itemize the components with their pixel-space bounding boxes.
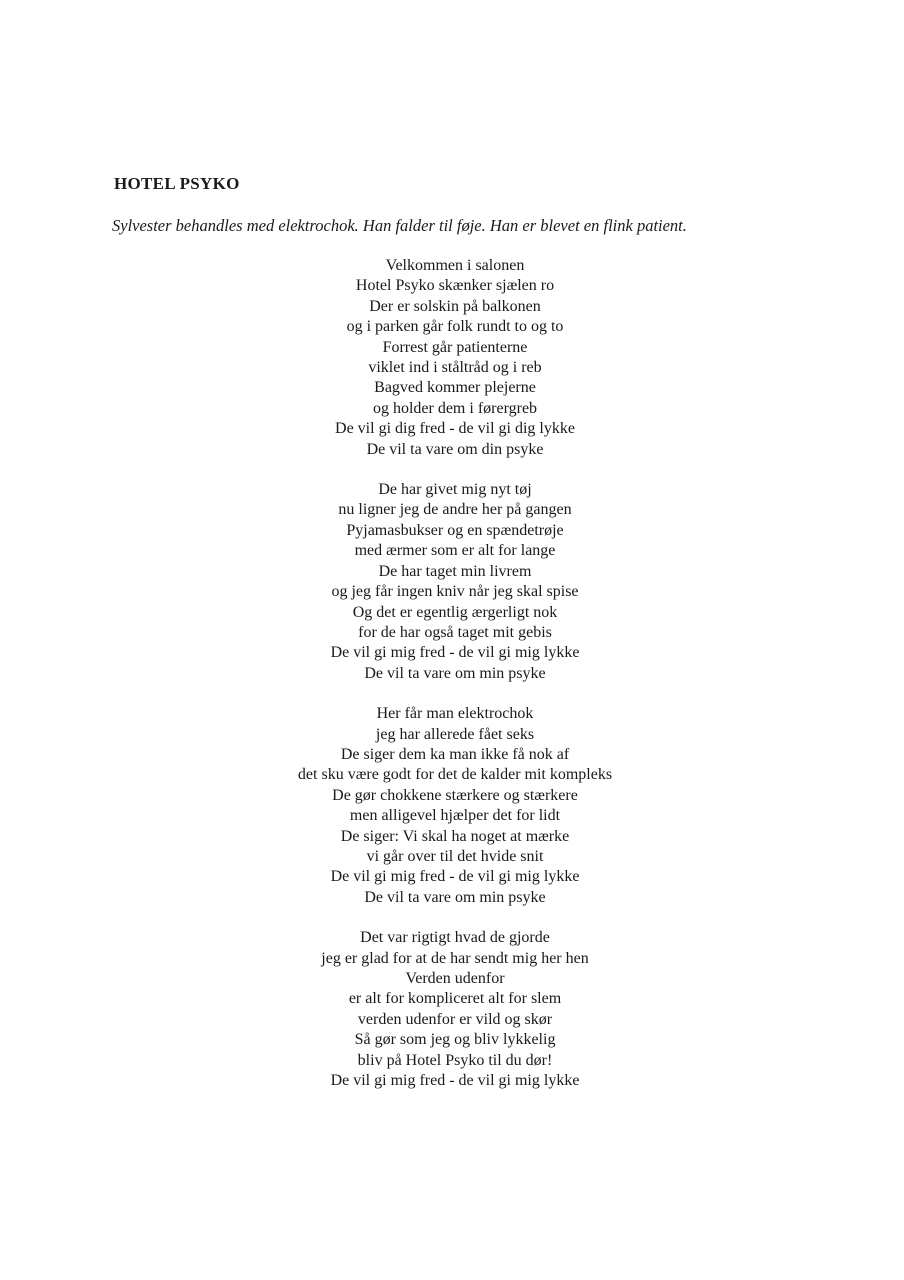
poem-stanza bbox=[190, 928, 720, 1091]
poem-line: Her får man elektrochok bbox=[376, 705, 534, 723]
poem-line: Det var rigtigt hvad de gjorde bbox=[360, 929, 550, 947]
poem-line: De siger: Vi skal ha noget at mærke bbox=[340, 827, 570, 845]
poem-line: De vil gi mig fred - de vil gi mig lykke bbox=[330, 1072, 580, 1090]
poem-line: Bagved kommer plejerne bbox=[374, 379, 536, 397]
poem-line: er alt for kompliceret alt for slem bbox=[348, 990, 562, 1008]
poem-line: Velkommen i salonen bbox=[385, 257, 525, 274]
poem-line: Så gør som jeg og bliv lykkelig bbox=[354, 1031, 556, 1049]
poem-line: nu ligner jeg de andre her på gangen bbox=[338, 501, 572, 519]
poem-line: Hotel Psyko skænker sjælen ro bbox=[355, 277, 555, 295]
poem-body bbox=[190, 256, 720, 1111]
poem-line: De vil ta vare om din psyke bbox=[366, 440, 544, 458]
poem-line: og holder dem i førergreb bbox=[372, 399, 538, 417]
poem-line: viklet ind i ståltråd og i reb bbox=[368, 359, 542, 377]
poem-line: De vil gi dig fred - de vil gi dig lykke bbox=[335, 420, 575, 438]
poem-line: Der er solskin på balkonen bbox=[369, 297, 541, 315]
poem-line: De har taget min livrem bbox=[378, 562, 532, 580]
poem-stanza bbox=[190, 704, 720, 908]
poem-stanza bbox=[190, 256, 720, 460]
poem-line: De vil ta vare om min psyke bbox=[364, 664, 546, 682]
poem-line: det sku være godt for det de kalder mit kompleks bbox=[297, 766, 613, 784]
poem-line: verden udenfor er vild og skør bbox=[357, 1010, 553, 1028]
poem-line: jeg er glad for at de har sendt mig her hen bbox=[321, 949, 589, 967]
poem-stanza bbox=[190, 480, 720, 684]
poem-line: Og det er egentlig ærgerligt nok bbox=[352, 603, 558, 621]
poem-line: jeg har allerede fået seks bbox=[375, 725, 535, 743]
poem-line: De vil ta vare om min psyke bbox=[364, 888, 546, 906]
poem-line: med ærmer som er alt for lange bbox=[354, 542, 556, 560]
document-subtitle: Sylvester behandles med elektrochok. Han falder til føje. Han er blevet en flink patient. bbox=[112, 216, 687, 235]
poem-line: De siger dem ka man ikke få nok af bbox=[340, 745, 570, 763]
poem-line: De vil gi mig fred - de vil gi mig lykke bbox=[330, 644, 580, 662]
poem-line: Verden udenfor bbox=[405, 970, 505, 987]
poem-line: De gør chokkene stærkere og stærkere bbox=[332, 786, 578, 804]
poem-line: De har givet mig nyt tøj bbox=[378, 481, 532, 499]
poem-line: og jeg får ingen kniv når jeg skal spise bbox=[331, 583, 579, 601]
poem-line: men alligevel hjælper det for lidt bbox=[349, 807, 561, 825]
poem-line: Pyjamasbukser og en spændetrøje bbox=[346, 521, 564, 539]
document-title: HOTEL PSYKO bbox=[114, 174, 240, 193]
poem-line: Forrest går patienterne bbox=[382, 338, 528, 356]
poem-line: for de har også taget mit gebis bbox=[358, 623, 552, 641]
poem-line: vi går over til det hvide snit bbox=[366, 847, 544, 865]
poem-line: De vil gi mig fred - de vil gi mig lykke bbox=[330, 868, 580, 886]
poem-line: bliv på Hotel Psyko til du dør! bbox=[357, 1051, 553, 1069]
poem-line: og i parken går folk rundt to og to bbox=[346, 318, 564, 336]
